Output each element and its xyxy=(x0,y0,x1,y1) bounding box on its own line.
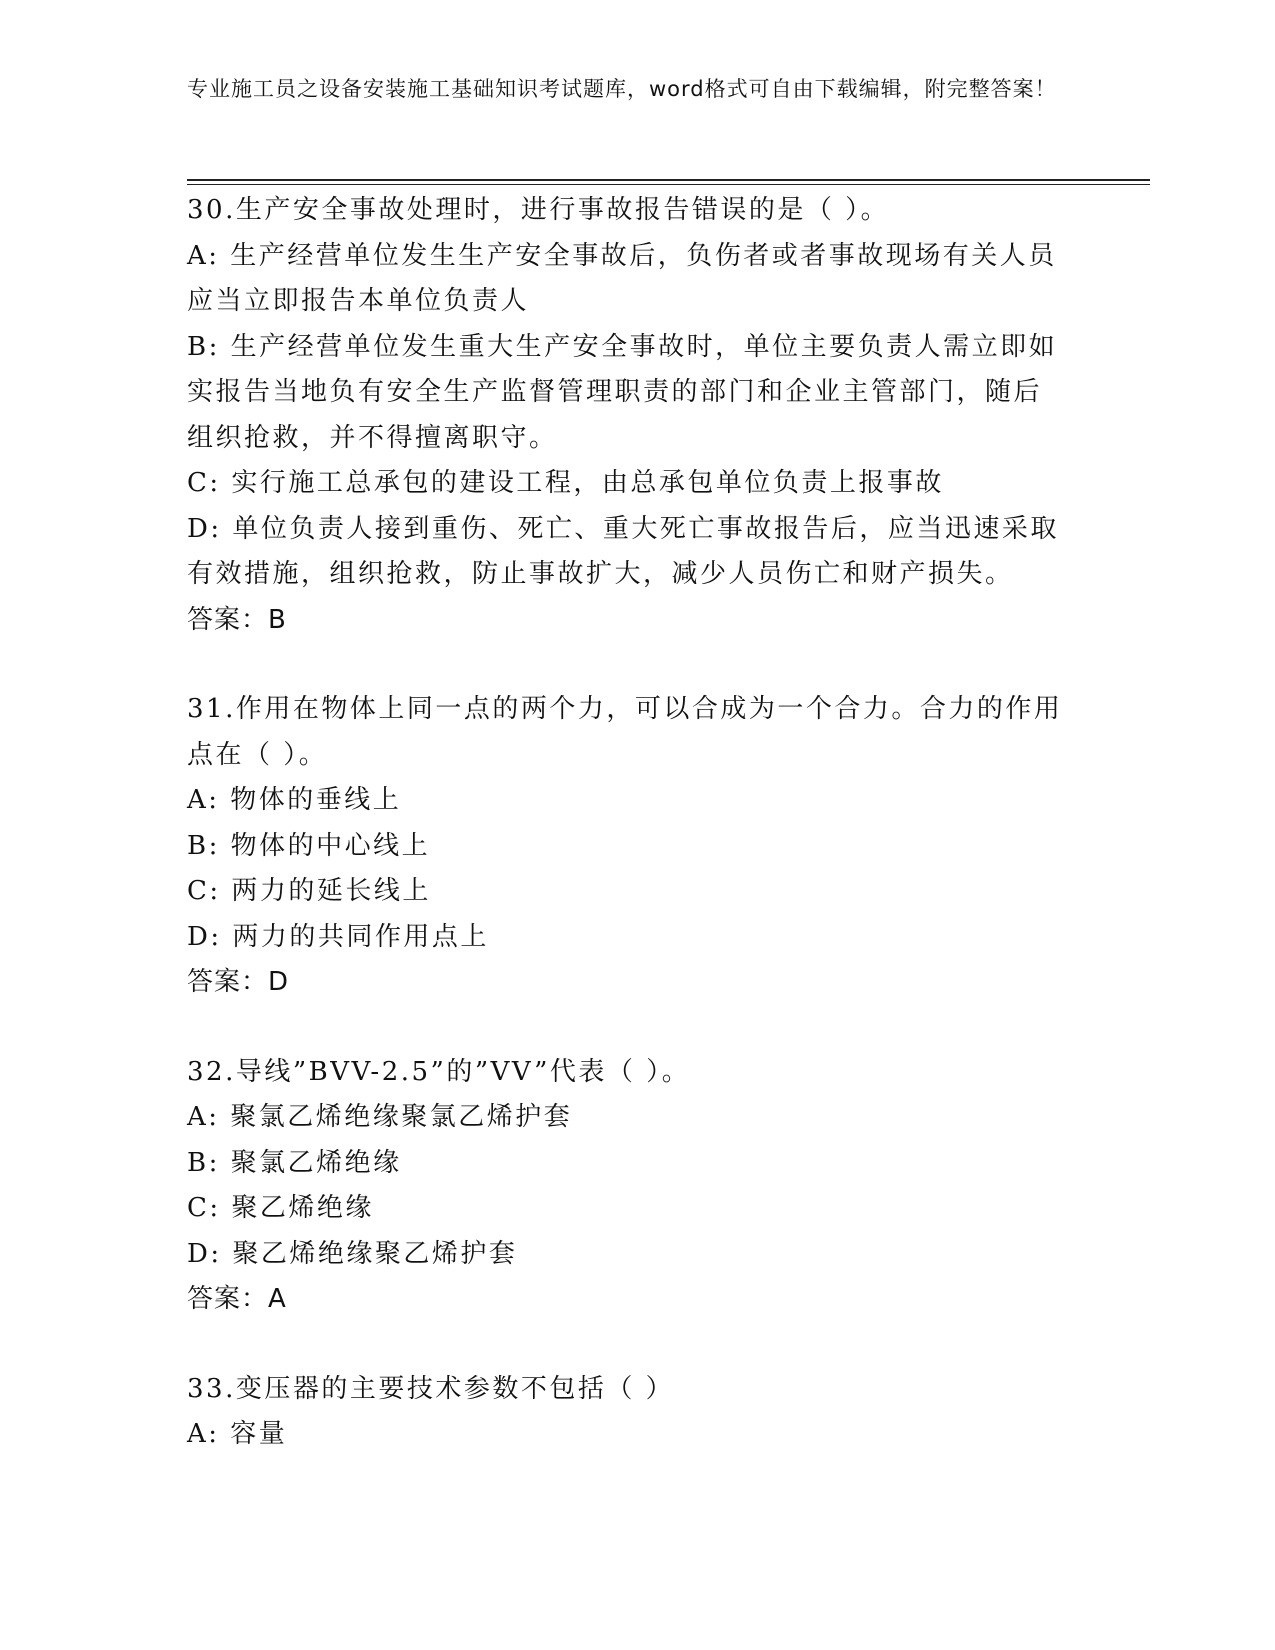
option-d: D: 单位负责人接到重伤、死亡、重大死亡事故报告后，应当迅速采取有效措施，组织抢救，防止事故扩大，减少人员伤亡和财产损失。 xyxy=(187,513,1059,589)
answer-label: 答案：B xyxy=(187,604,287,635)
option-c: C: 实行施工总承包的建设工程，由总承包单位负责上报事故 xyxy=(187,468,944,498)
option-c: C: 两力的延长线上 xyxy=(187,876,431,906)
question-stem: 33.变压器的主要技术参数不包括（ ） xyxy=(187,1373,675,1404)
answer-label: 答案：A xyxy=(187,1284,287,1314)
option-b: B: 聚氯乙烯绝缘 xyxy=(187,1147,402,1178)
option-d: D: 两力的共同作用点上 xyxy=(187,921,489,952)
header-divider-thin xyxy=(187,184,1150,185)
option-a: A: 物体的垂线上 xyxy=(187,785,402,815)
question-31 xyxy=(187,687,1067,1006)
question-stem: 31.作用在物体上同一点的两个力，可以合成为一个合力。合力的作用点在（ ）。 xyxy=(187,694,1063,770)
option-a: A: 聚氯乙烯绝缘聚氯乙烯护套 xyxy=(187,1102,573,1132)
option-b: B: 生产经营单位发生重大生产安全事故时，单位主要负责人需立即如实报告当地负有安全生产监督管理职责的部门和企业主管部门，随后组织抢救，并不得擅离职守。 xyxy=(187,331,1058,453)
question-list xyxy=(187,188,1067,1458)
option-a: A: 生产经营单位发生生产安全事故后，负伤者或者事故现场有关人员应当立即报告本单位负责人 xyxy=(187,240,1057,316)
option-a: A: 容量 xyxy=(187,1419,288,1449)
option-c: C: 聚乙烯绝缘 xyxy=(187,1193,374,1223)
question-stem: 32.导线”BVV-2.5”的”VV”代表（ ）。 xyxy=(187,1056,691,1087)
option-b: B: 物体的中心线上 xyxy=(187,830,431,861)
question-32 xyxy=(187,1050,1067,1323)
header-divider xyxy=(187,179,1150,181)
answer-label: 答案：D xyxy=(187,967,290,997)
question-30 xyxy=(187,188,1067,643)
option-d: D: 聚乙烯绝缘聚乙烯护套 xyxy=(187,1238,518,1269)
question-stem: 30.生产安全事故处理时，进行事故报告错误的是（ ）。 xyxy=(187,195,890,225)
document-header: 专业施工员之设备安装施工基础知识考试题库，word格式可自由下载编辑，附完整答案！ xyxy=(187,77,1057,101)
question-33 xyxy=(187,1367,1067,1458)
